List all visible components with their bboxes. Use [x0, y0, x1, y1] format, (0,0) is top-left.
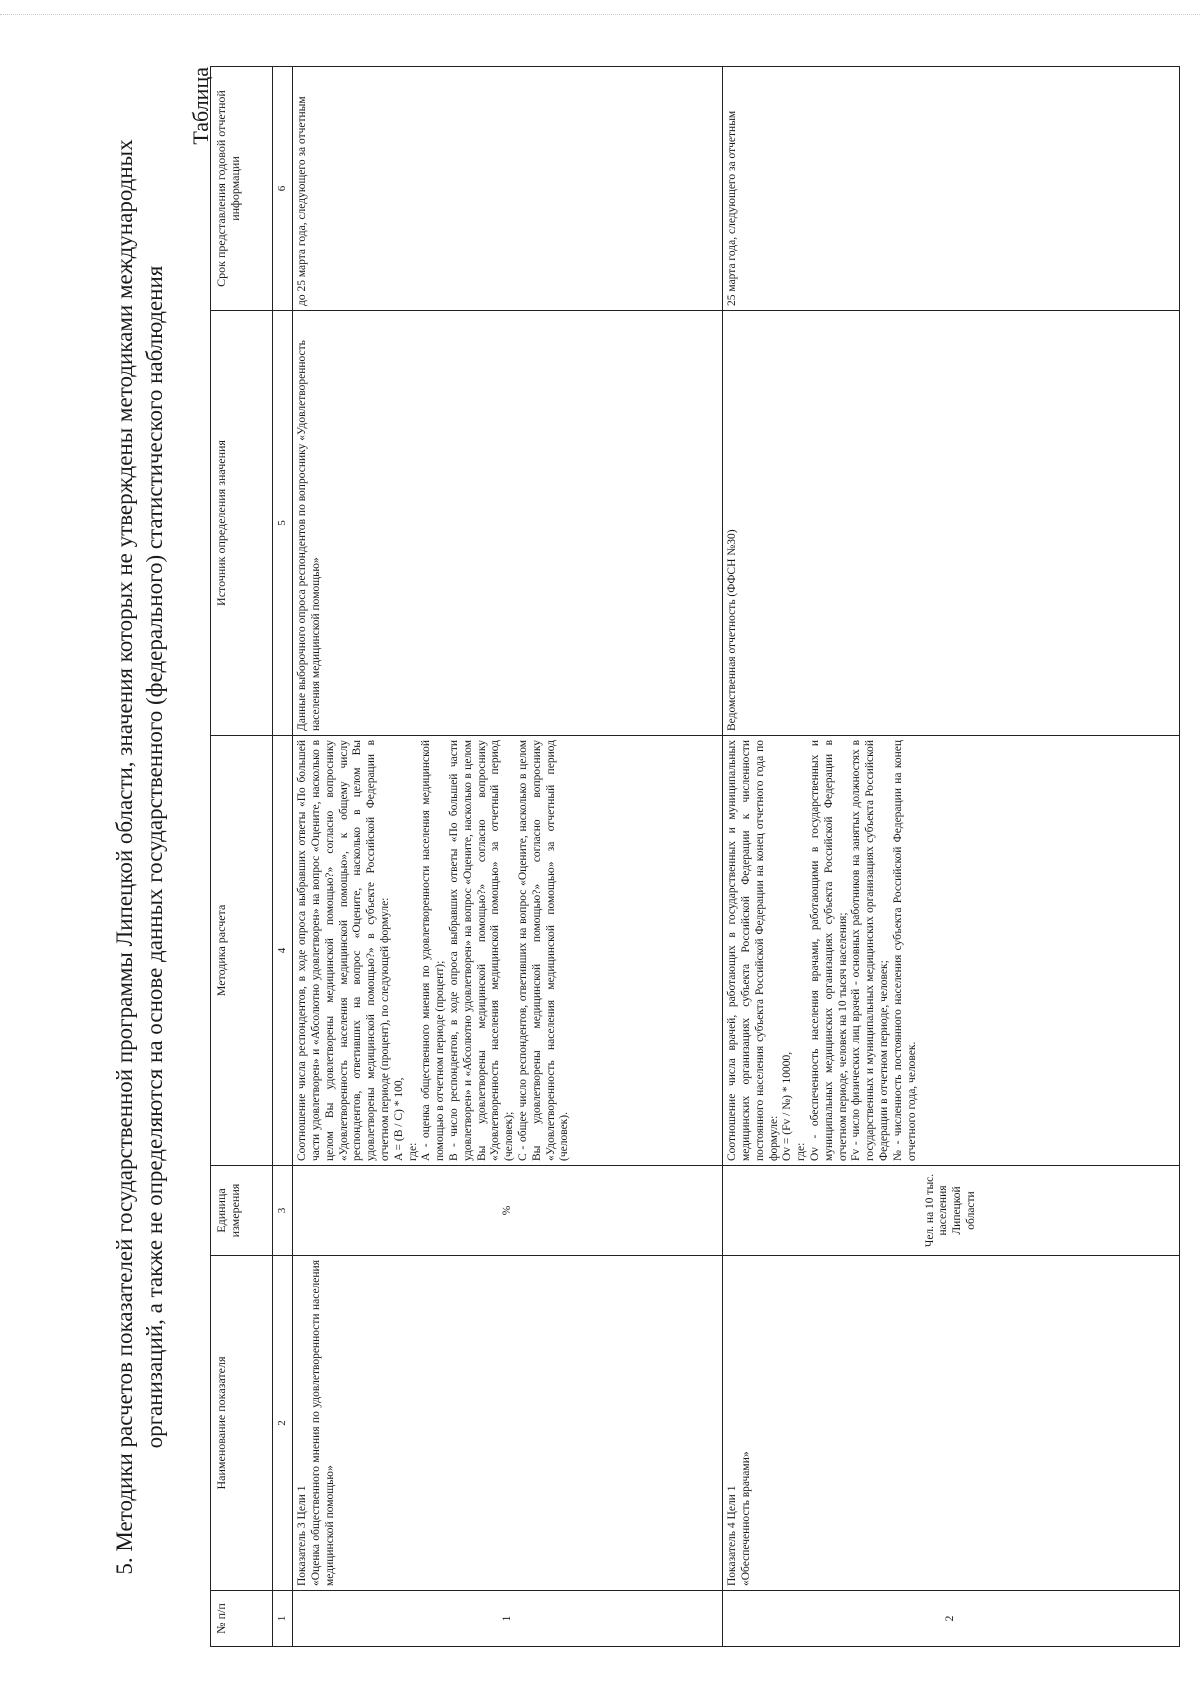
- table-header-row: [211, 67, 273, 1647]
- heading-line-2: организаций, а также не определяются на основе данных государственного (федерального) статистического наблюдения: [142, 265, 167, 1449]
- header-deadline: Срок представления годовой отчетной информации: [211, 67, 273, 311]
- method-line: А - оценка общественного мнения по удовлетворенности населения медицинской помощью в отчетном периоде (процент);: [420, 740, 447, 1161]
- column-number: 5: [273, 311, 293, 736]
- scan-edge-line: [0, 14, 1200, 15]
- method-line: Fv - число физических лиц врачей - основных работников на занятых должностях в государственных и муниципальных медицинских организациях субъекта Российской Федерации в отчетном периоде, человек;: [850, 740, 890, 1161]
- method-cell: [293, 736, 723, 1166]
- indicator-name-cell: [723, 1256, 1180, 1591]
- source-cell: Данные выборочного опроса респондентов по вопроснику «Удовлетворенность населения медицинской помощью»: [293, 311, 723, 736]
- indicator-name: «Оценка общественного мнения по удовлетворенности населения медицинской помощью»: [309, 1260, 336, 1586]
- column-number: 4: [273, 736, 293, 1166]
- indicators-table: [210, 66, 1180, 1647]
- page-heading: [110, 67, 170, 1647]
- table-row: [723, 67, 1180, 1647]
- row-number: 2: [723, 1591, 1180, 1647]
- header-source: Источник определения значения: [211, 311, 273, 736]
- column-number: 2: [273, 1256, 293, 1591]
- column-number: 6: [273, 67, 293, 311]
- method-cell: [723, 736, 1180, 1166]
- header-unit: Единица измерения: [211, 1166, 273, 1256]
- deadline-cell: 25 марта года, следующего за отчетным: [723, 67, 1180, 311]
- indicator-title: Показатель 4 Цели 1: [726, 1485, 739, 1586]
- header-num: № п/п: [211, 1591, 273, 1647]
- header-method: Методика расчета: [211, 736, 273, 1166]
- deadline-cell: до 25 марта года, следующего за отчетным: [293, 67, 723, 311]
- column-number-row: [273, 67, 293, 1647]
- header-name: Наименование показателя: [211, 1256, 273, 1591]
- method-line: № - численность постоянного населения субъекта Российской Федерации на конец отчетного года, человек.: [891, 740, 918, 1161]
- method-line: Ov - обеспеченность населения врачами, работающими в государственных и муниципальных медицинских организациях субъекта Российской Федерации в отчетном периоде, человек на 10 тысяч населения;: [808, 740, 849, 1161]
- column-number: 3: [273, 1166, 293, 1256]
- unit-cell: %: [293, 1166, 723, 1256]
- method-line: Соотношение числа врачей, работающих в государственных и муниципальных медицинских организациях субъекта Российской Федерации к численности постоянного населения субъекта Российской Федерации на конец отчетного года по формуле:: [726, 740, 780, 1161]
- method-formula: Ov = (Fv / №) * 10000,: [781, 1051, 794, 1161]
- method-line: где:: [795, 1142, 808, 1161]
- method-line: В - число респондентов, в ходе опроса выбравших ответы «По большей части удовлетворен» и «Абсолютно удовлетворен» на вопрос «Оцените, насколько в целом Вы удовлетворены медицинской помощью?» согласно вопроснику «Удовлетворенность населения медицинской помощью» за отчетный период (человек);: [447, 740, 516, 1161]
- table-label: Таблица: [188, 67, 213, 145]
- indicator-title: Показатель 3 Цели 1: [296, 1485, 309, 1586]
- method-formula: A = (B / C) * 100,: [392, 1077, 405, 1161]
- table-row: [293, 67, 723, 1647]
- rotated-page: [110, 67, 1190, 1647]
- unit-cell: Чел. на 10 тыс. населения Липецкой области: [723, 1166, 1180, 1256]
- method-line: где:: [406, 1142, 419, 1161]
- indicator-name: «Обеспеченность врачами»: [739, 1451, 752, 1586]
- row-number: 1: [293, 1591, 723, 1647]
- method-line: Соотношение числа респондентов, в ходе опроса выбравших ответы «По большей части удовлетворен» и «Абсолютно удовлетворен» на вопрос «Оцените, насколько в целом Вы удовлетворены медицинской помощью?» согласно вопроснику «Удовлетворенность населения медицинской помощью», к общему числу респондентов, ответивших на вопрос «Оцените, насколько в целом Вы удовлетворены медицинской помощью?» в субъекте Российской Федерации в отчетном периоде (процент), по следующей формуле:: [296, 740, 391, 1161]
- source-cell: Ведомственная отчетность (ФФСН №30): [723, 311, 1180, 736]
- indicator-name-cell: [293, 1256, 723, 1591]
- heading-line-1: 5. Методики расчетов показателей государственной программы Липецкой области, значения которых не утверждены методиками международных: [112, 139, 137, 1575]
- method-line: С - общее число респондентов, ответивших на вопрос «Оцените, насколько в целом Вы удовлетворены медицинской помощью?» согласно вопроснику «Удовлетворенность населения медицинской помощью» за отчетный период (человек).: [516, 740, 571, 1161]
- column-number: 1: [273, 1591, 293, 1647]
